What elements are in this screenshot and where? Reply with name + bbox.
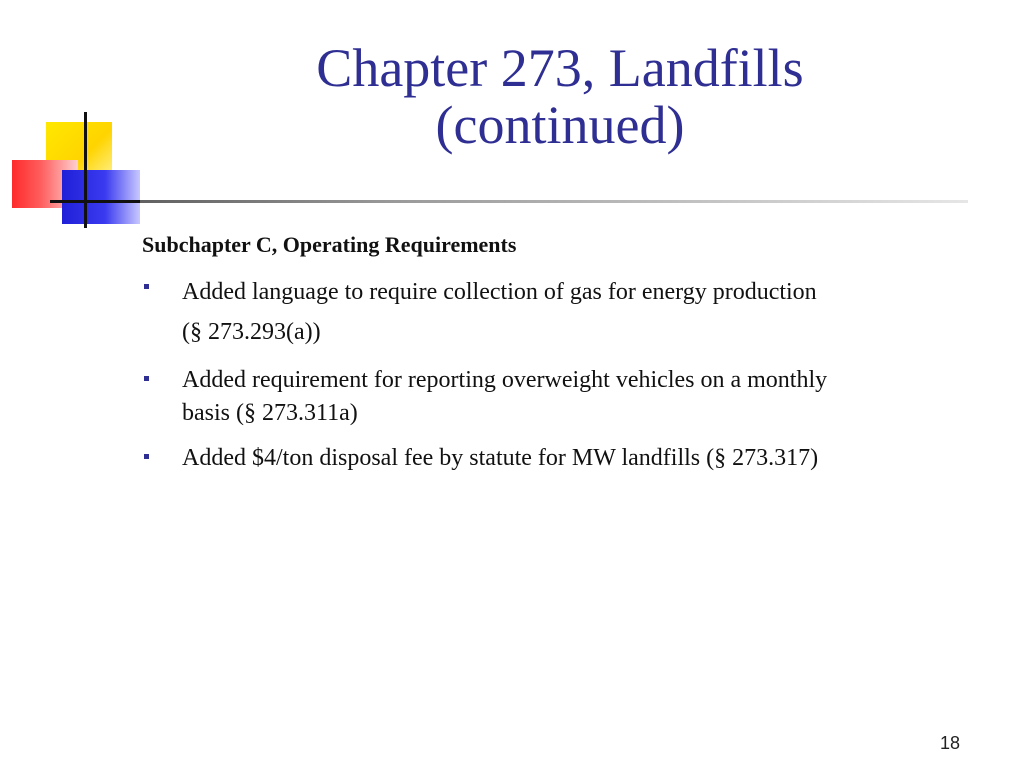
bullet-item (142, 272, 962, 352)
slide-body (142, 232, 962, 487)
page-number: 18 (939, 733, 960, 753)
slide-title (160, 40, 960, 154)
bullet-text-continued: (§ 273.293(a)) (182, 319, 321, 345)
square-bullet-icon (144, 376, 149, 381)
bullet-item (142, 442, 962, 475)
bullet-text: Added requirement for reporting overweight vehicles on a monthly (182, 367, 828, 393)
square-bullet-icon (144, 284, 149, 289)
slide-title-line-1: Chapter 273, Landfills (316, 38, 804, 98)
square-bullet-icon (144, 454, 149, 459)
decorative-vertical-bar (84, 112, 87, 228)
section-subheading: Subchapter C, Operating Requirements (142, 232, 517, 257)
slide-title-line-2: (continued) (435, 95, 685, 155)
decorative-horizontal-bar (50, 200, 140, 203)
decorative-blue-rectangle (62, 170, 140, 224)
bullet-list (142, 272, 962, 475)
bullet-item (142, 364, 962, 430)
title-divider-line (88, 200, 968, 203)
bullet-text: Added $4/ton disposal fee by statute for MW landfills (§ 273.317) (182, 445, 819, 471)
bullet-text-continued: basis (§ 273.311a) (182, 400, 358, 426)
bullet-text: Added language to require collection of gas for energy production (182, 279, 817, 305)
